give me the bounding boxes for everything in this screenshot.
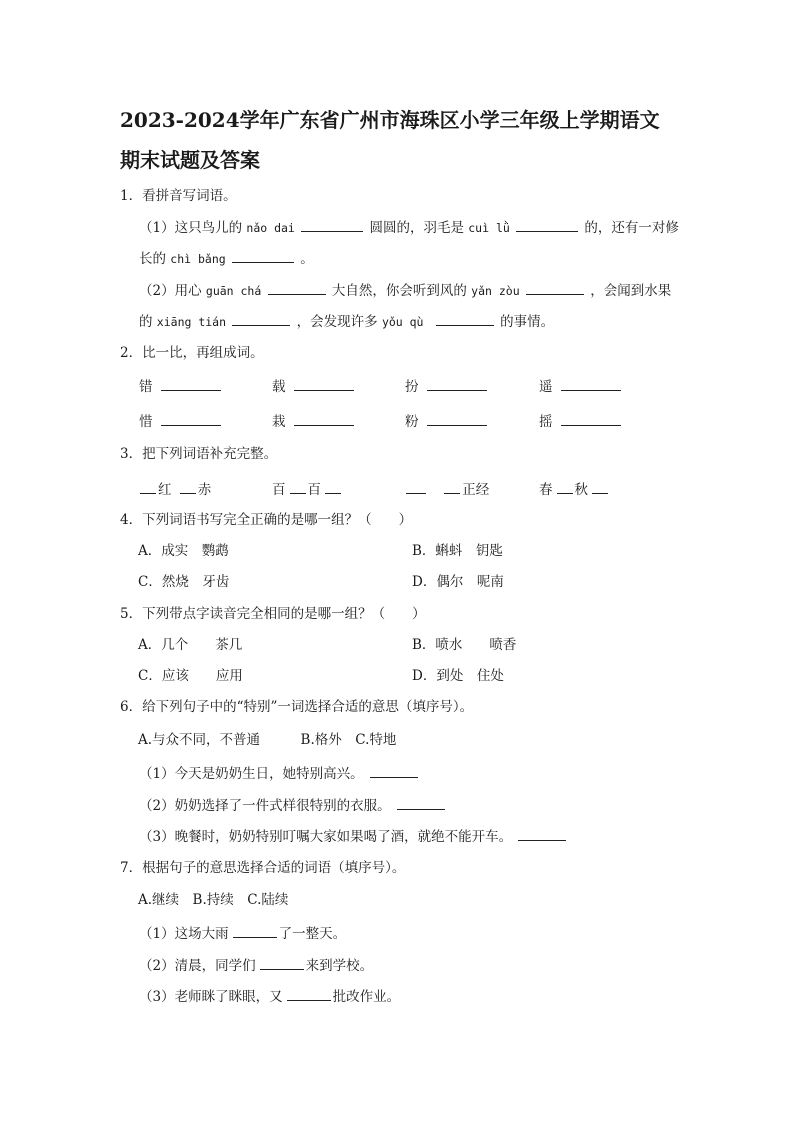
answer-blank[interactable] xyxy=(406,479,426,494)
compare-char: 栽 xyxy=(272,410,356,430)
answer-blank[interactable] xyxy=(561,411,621,426)
answer-blank[interactable] xyxy=(260,955,304,970)
question-7-sentence-2: （2）清晨，同学们 来到学校。 xyxy=(139,955,373,976)
question-2-stem: 2．比一比，再组成词。 xyxy=(120,345,264,361)
answer-blank[interactable] xyxy=(290,479,306,494)
question-6-stem: 6．给下列句子中的“特别”一词选择合适的意思（填序号）。 xyxy=(120,699,474,715)
compare-char: 惜 xyxy=(139,410,223,430)
option-c[interactable]: C．然烧 牙齿 xyxy=(138,574,230,590)
answer-blank[interactable] xyxy=(268,280,326,295)
q1-text: 的，还有一对修 xyxy=(584,220,679,236)
idiom-item: 春 秋 xyxy=(539,478,610,498)
answer-blank[interactable] xyxy=(301,217,363,232)
option-d[interactable]: D．偶尔 呢南 xyxy=(412,574,504,590)
option-d[interactable]: D．到处 住处 xyxy=(412,668,504,684)
pinyin-prompt: xiāng tián xyxy=(156,315,227,329)
document-title-line-2: 期末试题及答案 xyxy=(120,148,260,172)
option-b[interactable]: B．蝌蚪 钥匙 xyxy=(412,543,503,559)
question-6-options: A.与众不同，不普通 B.格外 C.特地 xyxy=(138,732,397,748)
question-1-line-2 xyxy=(139,248,314,269)
q1-text: （2）用心 xyxy=(139,283,202,299)
pinyin-prompt: yǒu qù xyxy=(381,315,424,329)
answer-blank[interactable] xyxy=(232,311,290,326)
compare-char: 扮 xyxy=(405,375,489,395)
option-a[interactable]: A．成实 鹦鹉 xyxy=(138,543,229,559)
question-4-stem: 4．下列词语书写完全正确的是哪一组？（ ） xyxy=(120,512,413,528)
q1-text: ，会闻到水果 xyxy=(590,283,672,299)
q1-text: 的事情。 xyxy=(500,314,555,330)
question-6-sentence-2: （2）奶奶选择了一件式样很特别的衣服。 xyxy=(139,795,447,816)
pinyin-prompt: chì bǎng xyxy=(170,252,226,266)
answer-blank[interactable] xyxy=(294,411,354,426)
answer-blank[interactable] xyxy=(294,376,354,391)
question-7-stem: 7．根据句子的意思选择合适的词语（填序号）。 xyxy=(120,860,406,876)
idiom-item: 红 赤 xyxy=(138,478,211,498)
answer-blank[interactable] xyxy=(561,376,621,391)
answer-blank[interactable] xyxy=(161,411,221,426)
pinyin-prompt: guān chá xyxy=(205,284,262,298)
idiom-item: 百 百 xyxy=(272,478,343,498)
answer-blank[interactable] xyxy=(325,479,341,494)
compare-char: 粉 xyxy=(405,410,489,430)
idiom-item: 正经 xyxy=(404,478,489,498)
answer-blank[interactable] xyxy=(526,280,584,295)
option-c[interactable]: C．应该 应用 xyxy=(138,668,243,684)
compare-char: 载 xyxy=(272,375,356,395)
question-6-sentence-3: （3）晚餐时，奶奶特别叮嘱大家如果喝了酒，就绝不能开车。 xyxy=(139,826,568,847)
q1-text: 。 xyxy=(300,251,314,267)
question-1-line-1 xyxy=(139,217,679,238)
question-1-line-3 xyxy=(139,280,671,301)
question-3-stem: 3．把下列词语补充完整。 xyxy=(120,446,278,462)
answer-blank[interactable] xyxy=(180,479,196,494)
pinyin-prompt: yǎn zòu xyxy=(471,284,520,298)
answer-blank[interactable] xyxy=(427,376,487,391)
answer-blank[interactable] xyxy=(397,795,445,810)
answer-blank[interactable] xyxy=(516,217,578,232)
answer-blank[interactable] xyxy=(370,763,418,778)
option-b[interactable]: B．喷水 喷香 xyxy=(412,637,517,653)
answer-blank[interactable] xyxy=(232,248,294,263)
question-5-stem: 5．下列带点字读音完全相同的是哪一组？（ ） xyxy=(120,606,426,622)
q1-text: （1）这只鸟儿的 xyxy=(139,220,243,236)
answer-blank[interactable] xyxy=(592,479,608,494)
q1-text: 长的 xyxy=(139,251,166,267)
question-7-options: A.继续 B.持续 C.陆续 xyxy=(138,892,289,908)
compare-char: 摇 xyxy=(539,410,623,430)
answer-blank[interactable] xyxy=(233,923,277,938)
q1-text: 大自然，你会听到风的 xyxy=(331,283,467,299)
q1-text: ，会发现许多 xyxy=(296,314,378,330)
question-6-sentence-1: （1）今天是奶奶生日，她特别高兴。 xyxy=(139,763,420,784)
answer-blank[interactable] xyxy=(518,826,566,841)
answer-blank[interactable] xyxy=(436,311,494,326)
answer-blank[interactable] xyxy=(444,479,460,494)
pinyin-prompt: cuì lǜ xyxy=(468,221,510,235)
compare-char: 遥 xyxy=(539,375,623,395)
question-7-sentence-3: （3）老师眯了眯眼，又 批改作业。 xyxy=(139,986,400,1007)
option-a[interactable]: A．几个 茶几 xyxy=(138,637,243,653)
compare-char: 错 xyxy=(139,375,223,395)
pinyin-prompt: nǎo dai xyxy=(246,221,295,235)
question-1-stem: 1．看拼音写词语。 xyxy=(120,188,237,204)
answer-blank[interactable] xyxy=(557,479,573,494)
document-title-line-1: 2023-2024学年广东省广州市海珠区小学三年级上学期语文 xyxy=(120,108,660,132)
q1-text: 的 xyxy=(139,314,153,330)
answer-blank[interactable] xyxy=(287,986,331,1001)
question-1-line-4 xyxy=(139,311,554,332)
q1-text: 圆圆的，羽毛是 xyxy=(369,220,464,236)
answer-blank[interactable] xyxy=(161,376,221,391)
question-7-sentence-1: （1）这场大雨 了一整天。 xyxy=(139,923,346,944)
answer-blank[interactable] xyxy=(140,479,156,494)
answer-blank[interactable] xyxy=(427,411,487,426)
